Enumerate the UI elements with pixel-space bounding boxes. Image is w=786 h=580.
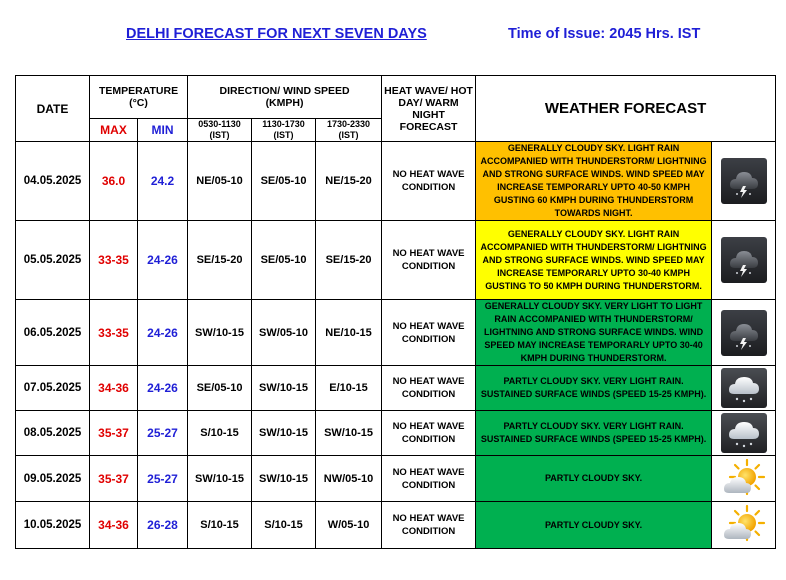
date-cell: 10.05.2025 — [16, 502, 90, 549]
wind-slot2-cell: SE/05-10 — [252, 142, 316, 221]
max-temp-cell: 33-35 — [90, 300, 138, 366]
date-cell: 04.05.2025 — [16, 142, 90, 221]
wind-slot2-cell: SE/05-10 — [252, 221, 316, 300]
max-header: MAX — [90, 119, 138, 142]
wind-slot3-cell: W/05-10 — [316, 502, 382, 549]
wind-slot1-cell: S/10-15 — [188, 411, 252, 456]
max-temp-cell: 33-35 — [90, 221, 138, 300]
wind-slot3-cell: E/10-15 — [316, 366, 382, 411]
heatwave-cell: NO HEAT WAVE CONDITION — [382, 502, 476, 549]
wind-slot2-cell: SW/10-15 — [252, 456, 316, 502]
date-cell: 08.05.2025 — [16, 411, 90, 456]
wind-slot3-cell: SE/15-20 — [316, 221, 382, 300]
issue-time: Time of Issue: 2045 Hrs. IST — [508, 26, 701, 42]
weather-icon-cell — [712, 456, 776, 502]
max-temp-cell: 35-37 — [90, 456, 138, 502]
forecast-table — [15, 75, 776, 549]
date-header: DATE — [16, 76, 90, 142]
slot1-ist: (IST) — [209, 130, 230, 140]
wind-slot1-cell: S/10-15 — [188, 502, 252, 549]
wind-slot1-cell: SE/05-10 — [188, 366, 252, 411]
table-row — [16, 142, 776, 221]
min-temp-cell: 25-27 — [138, 456, 188, 502]
date-cell: 05.05.2025 — [16, 221, 90, 300]
thunderstorm-icon — [721, 237, 767, 283]
max-temp-cell: 34-36 — [90, 366, 138, 411]
table-row — [16, 456, 776, 502]
date-cell: 07.05.2025 — [16, 366, 90, 411]
slot2-ist: (IST) — [273, 130, 294, 140]
wind-slot3-cell: NW/05-10 — [316, 456, 382, 502]
heatwave-cell: NO HEAT WAVE CONDITION — [382, 221, 476, 300]
slot3-label: 1730-2330 — [327, 119, 371, 129]
wind-slot2-cell: S/10-15 — [252, 502, 316, 549]
table-row — [16, 366, 776, 411]
light-rain-icon — [721, 413, 767, 453]
forecast-cell: PARTLY CLOUDY SKY. VERY LIGHT RAIN. SUSTAINED SURFACE WINDS (SPEED 15-25 KMPH). — [476, 411, 712, 456]
min-temp-cell: 26-28 — [138, 502, 188, 549]
weather-forecast-header: WEATHER FORECAST — [476, 76, 776, 142]
forecast-cell: GENERALLY CLOUDY SKY. LIGHT RAIN ACCOMPANIED WITH THUNDERSTORM/ LIGHTNING AND STRONG SURFACE WINDS. WIND SPEED MAY INCREASE TEMPORARLY UPTO 40-50 KMPH GUSTING 60 KMPH DURING THUNDERSTORM TOWARDS NIGHT. — [476, 142, 712, 221]
wind-slot1-cell: SW/10-15 — [188, 300, 252, 366]
wind-label: DIRECTION/ WIND SPEED — [219, 85, 350, 97]
wind-slot2-cell: SW/10-15 — [252, 411, 316, 456]
partly-cloudy-icon — [720, 458, 768, 500]
slot2-label: 1130-1730 — [262, 119, 305, 129]
forecast-cell: GENERALLY CLOUDY SKY. VERY LIGHT TO LIGHT RAIN ACCOMPANIED WITH THUNDERSTORM/ LIGHTNING AND STRONG SURFACE WINDS. WIND SPEED MAY INCREASE TEMPORARLY UPTO 30-40 KMPH DURING THUNDERSTORM. — [476, 300, 712, 366]
wind-slot2-cell: SW/05-10 — [252, 300, 316, 366]
wind-slot3-cell: NE/15-20 — [316, 142, 382, 221]
heatwave-cell: NO HEAT WAVE CONDITION — [382, 411, 476, 456]
wind-header — [188, 76, 382, 119]
partly-cloudy-icon — [720, 504, 768, 546]
weather-icon-cell — [712, 411, 776, 456]
weather-icon-cell — [712, 142, 776, 221]
slot1-header — [188, 119, 252, 142]
thunderstorm-icon — [721, 158, 767, 204]
table-row — [16, 411, 776, 456]
wind-slot3-cell: NE/10-15 — [316, 300, 382, 366]
wind-slot1-cell: SE/15-20 — [188, 221, 252, 300]
date-cell: 06.05.2025 — [16, 300, 90, 366]
heatwave-cell: NO HEAT WAVE CONDITION — [382, 456, 476, 502]
forecast-cell: PARTLY CLOUDY SKY. VERY LIGHT RAIN. SUSTAINED SURFACE WINDS (SPEED 15-25 KMPH). — [476, 366, 712, 411]
wind-unit: (KMPH) — [265, 97, 304, 109]
min-temp-cell: 24.2 — [138, 142, 188, 221]
table-row — [16, 502, 776, 549]
heatwave-cell: NO HEAT WAVE CONDITION — [382, 366, 476, 411]
wind-slot2-cell: SW/10-15 — [252, 366, 316, 411]
date-cell: 09.05.2025 — [16, 456, 90, 502]
table-row — [16, 300, 776, 366]
slot3-header — [316, 119, 382, 142]
weather-icon-cell — [712, 366, 776, 411]
heatwave-cell: NO HEAT WAVE CONDITION — [382, 142, 476, 221]
forecast-cell: PARTLY CLOUDY SKY. — [476, 502, 712, 549]
forecast-cell: PARTLY CLOUDY SKY. — [476, 456, 712, 502]
page-title: DELHI FORECAST FOR NEXT SEVEN DAYS — [126, 26, 427, 42]
forecast-cell: GENERALLY CLOUDY SKY. LIGHT RAIN ACCOMPANIED WITH THUNDERSTORM/ LIGHTNING AND STRONG SURFACE WINDS. WIND SPEED MAY INCREASE TEMPORARLY UPTO 30-40 KMPH GUSTING TO 50 KMPH DURING THUNDERSTORM. — [476, 221, 712, 300]
heatwave-header: HEAT WAVE/ HOT DAY/ WARM NIGHT FORECAST — [382, 76, 476, 142]
max-temp-cell: 34-36 — [90, 502, 138, 549]
slot1-label: 0530-1130 — [198, 119, 241, 129]
temperature-header — [90, 76, 188, 119]
max-temp-cell: 36.0 — [90, 142, 138, 221]
weather-icon-cell — [712, 221, 776, 300]
min-temp-cell: 24-26 — [138, 300, 188, 366]
thunderstorm-icon — [721, 310, 767, 356]
heatwave-cell: NO HEAT WAVE CONDITION — [382, 300, 476, 366]
table-row — [16, 221, 776, 300]
light-rain-icon — [721, 368, 767, 408]
min-temp-cell: 24-26 — [138, 366, 188, 411]
min-temp-cell: 25-27 — [138, 411, 188, 456]
weather-icon-cell — [712, 300, 776, 366]
temperature-label: TEMPERATURE — [98, 85, 179, 97]
min-header: MIN — [138, 119, 188, 142]
weather-icon-cell — [712, 502, 776, 549]
wind-slot1-cell: NE/05-10 — [188, 142, 252, 221]
max-temp-cell: 35-37 — [90, 411, 138, 456]
temperature-unit: (°C) — [129, 97, 148, 109]
wind-slot1-cell: SW/10-15 — [188, 456, 252, 502]
wind-slot3-cell: SW/10-15 — [316, 411, 382, 456]
slot2-header — [252, 119, 316, 142]
min-temp-cell: 24-26 — [138, 221, 188, 300]
slot3-ist: (IST) — [338, 130, 359, 140]
